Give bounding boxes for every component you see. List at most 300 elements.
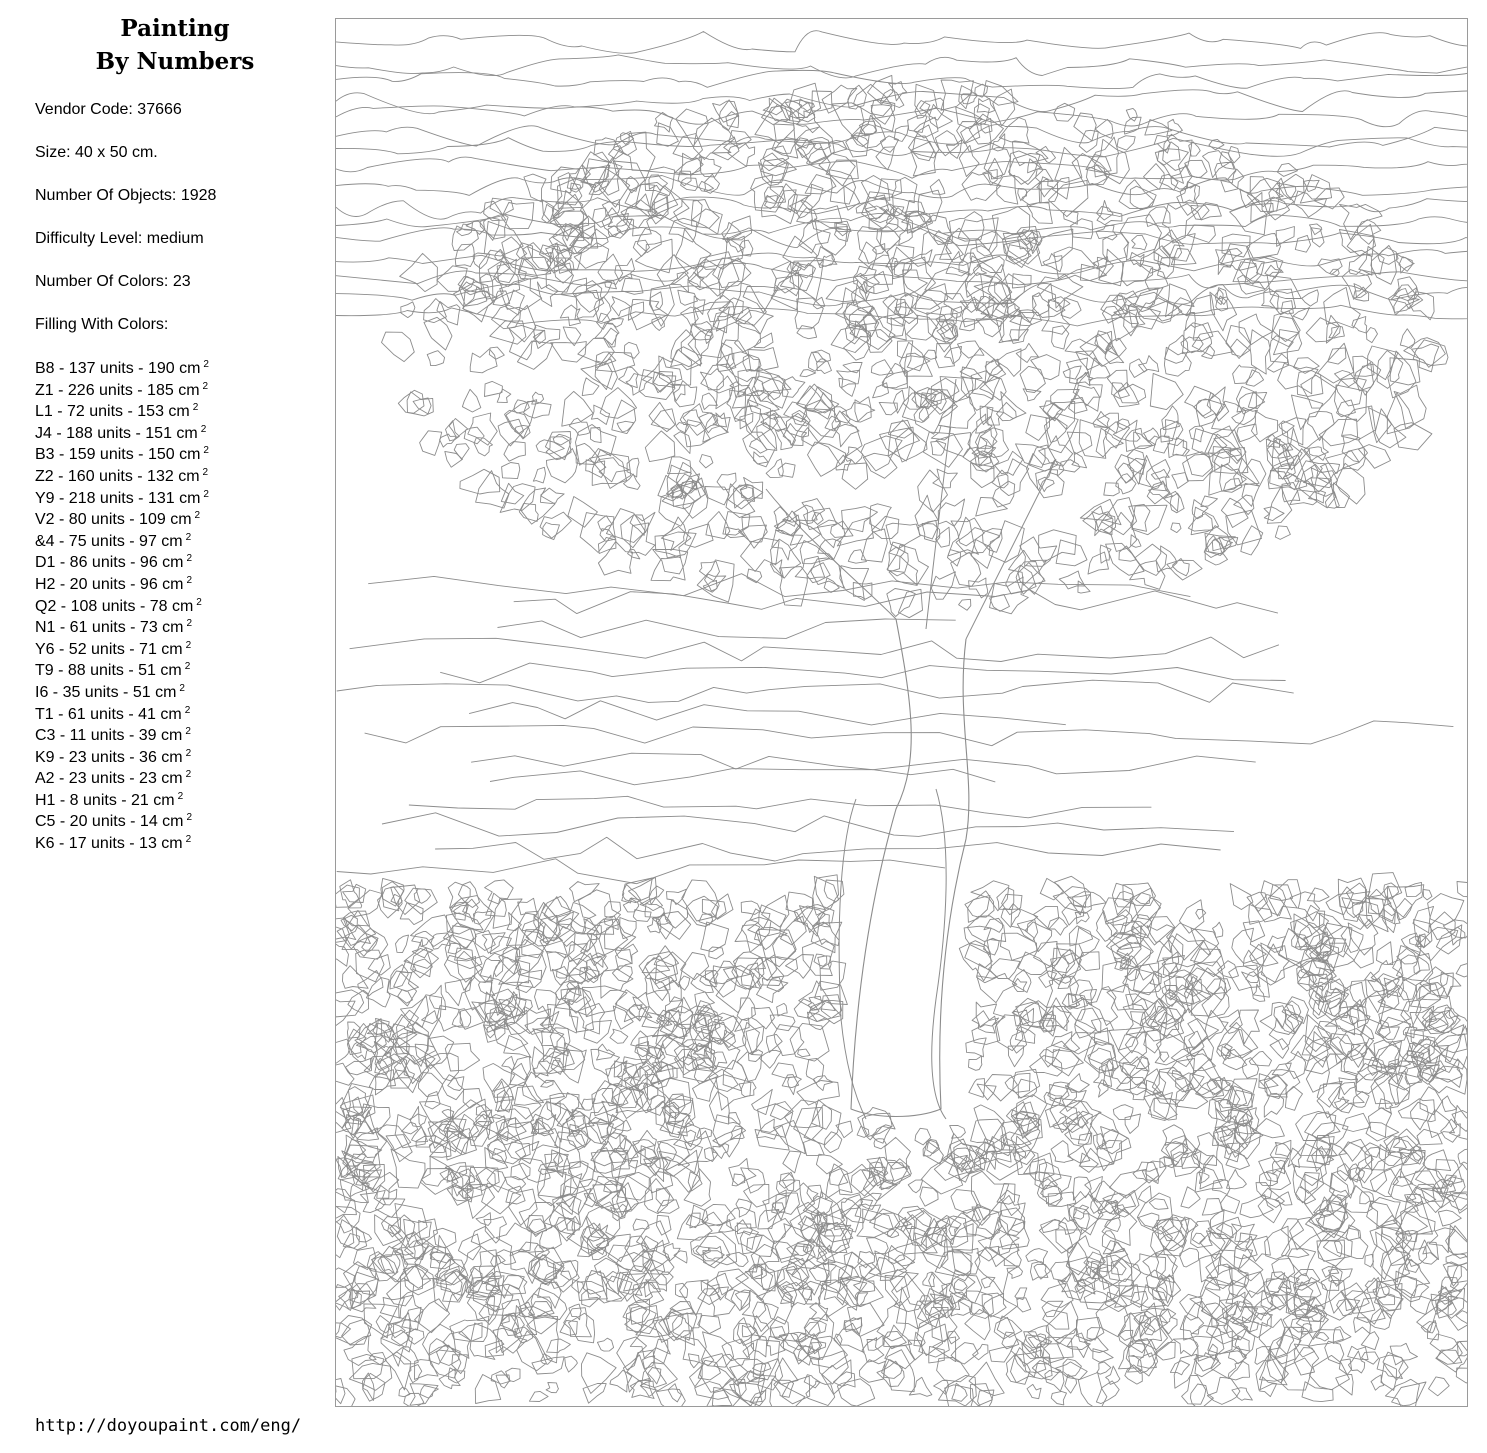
outline-region xyxy=(836,1323,864,1352)
outline-region xyxy=(628,549,640,559)
outline-region xyxy=(336,885,359,907)
outline-region xyxy=(1011,909,1038,931)
outline-region xyxy=(768,1218,792,1243)
outline-region xyxy=(337,680,1294,702)
outline-region xyxy=(1414,957,1430,974)
color-row-text: Y6 - 52 units - 71 cm xyxy=(35,640,183,658)
outline-region xyxy=(887,545,929,585)
outline-region xyxy=(761,413,787,431)
color-row xyxy=(35,380,209,402)
squared-mark: 2 xyxy=(192,402,199,414)
squared-mark: 2 xyxy=(200,423,207,435)
outline-region xyxy=(1018,189,1027,201)
outline-region xyxy=(1207,1377,1240,1404)
outline-region xyxy=(396,935,409,952)
outline-region xyxy=(1242,971,1270,997)
outline-region xyxy=(814,954,827,966)
outline-region xyxy=(907,356,925,371)
outline-region xyxy=(610,1029,628,1043)
outline-region xyxy=(580,513,615,553)
squared-mark: 2 xyxy=(202,380,209,392)
outline-region xyxy=(1075,1020,1096,1038)
outline-region xyxy=(1012,274,1031,288)
outline-region xyxy=(369,1077,390,1090)
color-row-text: Y9 - 218 units - 131 cm xyxy=(35,489,201,507)
outline-region xyxy=(1089,358,1110,380)
outline-region xyxy=(1317,1081,1342,1107)
outline-region xyxy=(795,556,824,578)
outline-region xyxy=(1017,1298,1031,1312)
outline-region xyxy=(1187,225,1215,243)
color-row-text: Z2 - 160 units - 132 cm xyxy=(35,467,200,485)
outline-region xyxy=(410,1114,427,1127)
outline-region xyxy=(728,143,755,167)
outline-region xyxy=(1243,921,1265,942)
outline-region xyxy=(786,955,814,979)
outline-region xyxy=(450,1316,489,1341)
outline-region xyxy=(1093,1349,1113,1363)
outline-region xyxy=(1170,1361,1189,1375)
outline-region xyxy=(492,305,521,329)
outline-region xyxy=(1275,1192,1292,1205)
outline-region xyxy=(1405,882,1422,896)
outline-region xyxy=(1384,883,1399,899)
outline-region xyxy=(747,1235,774,1256)
outline-region xyxy=(1119,180,1154,209)
outline-region xyxy=(784,402,807,422)
outline-region xyxy=(908,1180,923,1193)
outline-region xyxy=(1326,315,1340,343)
outline-region xyxy=(1232,1388,1253,1401)
outline-region xyxy=(1051,1141,1073,1163)
color-row xyxy=(35,444,209,466)
outline-region xyxy=(553,1194,581,1225)
outline-region xyxy=(1267,487,1292,524)
outline-region xyxy=(1181,1187,1200,1208)
title-line-1: Painting xyxy=(120,15,230,42)
outline-region xyxy=(895,1255,915,1266)
outline-region xyxy=(1139,356,1159,372)
outline-region xyxy=(1440,1277,1458,1294)
outline-region xyxy=(1442,1096,1456,1112)
outline-region xyxy=(1202,1199,1223,1216)
outline-region xyxy=(1051,1261,1071,1281)
outline-region xyxy=(727,236,745,252)
outline-region xyxy=(644,1282,660,1297)
outline-region xyxy=(612,966,632,982)
outline-region xyxy=(837,1379,874,1406)
outline-region xyxy=(891,177,917,202)
outline-region xyxy=(621,512,655,547)
outline-region xyxy=(1375,409,1406,448)
outline-region xyxy=(409,796,1152,818)
website-url[interactable]: http://doyoupaint.com/eng/ xyxy=(35,1416,302,1436)
outline-region xyxy=(747,1371,765,1383)
outline-region xyxy=(380,1298,404,1319)
outline-region xyxy=(674,432,691,454)
outline-region xyxy=(1237,424,1257,442)
outline-region xyxy=(1126,108,1137,121)
outline-region xyxy=(463,290,493,314)
outline-region xyxy=(1026,1249,1048,1264)
outline-region xyxy=(394,972,419,991)
outline-region xyxy=(959,253,980,275)
outline-region xyxy=(1288,1249,1316,1276)
outline-region xyxy=(1151,1002,1185,1039)
outline-region xyxy=(857,1126,869,1137)
outline-region xyxy=(1423,890,1432,900)
outline-region xyxy=(651,557,685,581)
outline-region xyxy=(697,1128,712,1139)
outline-region xyxy=(633,1219,649,1230)
outline-region xyxy=(1113,910,1133,926)
outline-region xyxy=(1378,1294,1395,1305)
outline-region xyxy=(783,1151,801,1173)
outline-region xyxy=(1228,1362,1250,1380)
outline-region xyxy=(1213,922,1223,937)
outline-region xyxy=(1301,375,1337,408)
outline-region xyxy=(908,1340,923,1360)
outline-region xyxy=(1456,963,1467,977)
outline-region xyxy=(959,599,971,610)
outline-region xyxy=(1113,1105,1133,1120)
outline-region xyxy=(1323,1241,1342,1257)
outline-region xyxy=(1045,1370,1064,1391)
outline-region xyxy=(1242,1058,1258,1079)
color-row xyxy=(35,488,209,510)
outline-region xyxy=(1410,1006,1434,1030)
outline-region xyxy=(850,307,895,349)
squared-mark: 2 xyxy=(186,812,193,824)
outline-region xyxy=(1292,395,1323,430)
outline-region xyxy=(504,442,526,462)
outline-region xyxy=(1022,181,1041,205)
outline-region xyxy=(999,1208,1024,1235)
outline-region xyxy=(500,484,535,513)
outline-region xyxy=(959,941,991,981)
squared-mark: 2 xyxy=(177,790,184,802)
size: Size: 40 x 50 cm. xyxy=(35,144,158,161)
outline-region xyxy=(940,237,964,260)
outline-region xyxy=(894,390,905,413)
outline-region xyxy=(633,1130,657,1158)
outline-region xyxy=(1285,1086,1302,1110)
color-row-text: &4 - 75 units - 97 cm xyxy=(35,532,183,550)
outline-region xyxy=(486,893,507,916)
color-row-text: H2 - 20 units - 96 cm xyxy=(35,575,184,593)
color-row xyxy=(35,423,209,445)
color-row xyxy=(35,768,209,790)
outline-region xyxy=(1451,1015,1467,1035)
outline-region xyxy=(812,1100,832,1130)
outline-region xyxy=(822,1360,852,1394)
color-row-text: K9 - 23 units - 36 cm xyxy=(35,748,183,766)
outline-region xyxy=(1173,1339,1198,1356)
outline-region xyxy=(533,467,545,483)
squared-mark: 2 xyxy=(185,531,192,543)
outline-region xyxy=(1200,1254,1221,1282)
outline-region xyxy=(970,1384,992,1406)
squared-mark: 2 xyxy=(179,682,185,694)
outline-region xyxy=(1054,247,1095,280)
outline-region xyxy=(455,244,474,266)
outline-region xyxy=(1054,103,1075,121)
outline-region xyxy=(547,1339,571,1353)
outline-region xyxy=(504,1036,531,1058)
squared-mark: 2 xyxy=(202,466,209,478)
outline-region xyxy=(1070,980,1093,1005)
outline-region xyxy=(1196,399,1225,427)
outline-region xyxy=(951,1190,981,1214)
outline-region xyxy=(474,438,492,456)
outline-region xyxy=(1226,325,1251,358)
outline-region xyxy=(1341,1044,1381,1084)
color-list xyxy=(35,358,209,855)
outline-region xyxy=(430,1235,453,1263)
outline-region xyxy=(1344,1142,1363,1162)
outline-region xyxy=(1218,961,1239,978)
outline-region xyxy=(1005,1073,1030,1092)
outline-region xyxy=(1271,1294,1288,1310)
outline-region xyxy=(1365,1147,1391,1171)
outline-region xyxy=(450,896,495,933)
outline-region xyxy=(1328,1082,1364,1110)
outline-region xyxy=(1429,1377,1450,1396)
outline-region xyxy=(976,1002,1005,1027)
outline-region xyxy=(926,379,956,629)
outline-region xyxy=(365,721,1454,746)
outline-region xyxy=(352,1354,384,1378)
outline-region xyxy=(337,1220,366,1250)
outline-region xyxy=(923,432,962,467)
outline-region xyxy=(959,86,972,109)
outline-region xyxy=(484,1217,507,1243)
outline-region xyxy=(532,1357,564,1374)
outline-region xyxy=(964,926,991,954)
outline-region xyxy=(752,1089,773,1114)
info-sidebar xyxy=(35,12,325,1442)
outline-region xyxy=(368,955,390,975)
outline-region xyxy=(736,1265,773,1300)
outline-region xyxy=(1196,910,1206,920)
outline-region xyxy=(1256,261,1283,276)
outline-region xyxy=(725,527,744,537)
outline-region xyxy=(1093,411,1109,427)
outline-region xyxy=(656,1389,685,1406)
color-row-text: H1 - 8 units - 21 cm xyxy=(35,791,175,809)
outline-region xyxy=(1016,343,1038,362)
outline-region xyxy=(1117,136,1135,151)
squared-mark: 2 xyxy=(203,359,209,370)
outline-region xyxy=(962,172,1001,200)
outline-region xyxy=(497,389,511,402)
outline-region xyxy=(1361,1332,1379,1350)
outline-region xyxy=(591,405,609,424)
outline-region xyxy=(470,349,497,373)
outline-region xyxy=(395,1248,413,1256)
outline-region xyxy=(1261,1188,1284,1207)
outline-region xyxy=(1201,496,1218,507)
outline-region xyxy=(961,123,992,151)
outline-region xyxy=(424,317,452,350)
color-row xyxy=(35,531,209,553)
outline-region xyxy=(1150,373,1183,409)
outline-region xyxy=(1457,882,1467,898)
outline-region xyxy=(1349,254,1372,275)
outline-region xyxy=(750,439,768,453)
outline-region xyxy=(1189,426,1203,442)
outline-region xyxy=(399,1295,424,1322)
outline-region xyxy=(924,350,937,359)
outline-region xyxy=(1073,892,1107,908)
squared-mark: 2 xyxy=(194,510,201,522)
outline-region xyxy=(716,973,754,1012)
outline-region xyxy=(382,813,1234,837)
outline-region xyxy=(562,391,593,426)
outline-region xyxy=(1394,423,1432,450)
outline-region xyxy=(995,451,1023,475)
outline-region xyxy=(407,392,433,416)
outline-region xyxy=(1106,543,1145,575)
outline-region xyxy=(1413,340,1448,366)
outline-region xyxy=(821,995,841,1019)
outline-region xyxy=(1100,545,1111,563)
squared-mark: 2 xyxy=(185,747,192,759)
outline-region xyxy=(1030,1056,1063,1077)
outline-region xyxy=(584,1020,612,1043)
outline-region xyxy=(814,1076,833,1091)
outline-region xyxy=(667,889,687,904)
outline-region xyxy=(462,389,480,412)
outline-region xyxy=(1291,1144,1326,1186)
outline-region xyxy=(398,990,413,1004)
outline-region xyxy=(1412,344,1439,372)
outline-region xyxy=(563,932,591,962)
outline-region xyxy=(1017,226,1037,245)
outline-region xyxy=(797,326,817,339)
outline-region xyxy=(460,469,500,494)
outline-region xyxy=(1290,892,1319,921)
outline-region xyxy=(798,1049,810,1057)
outline-region xyxy=(1302,290,1319,306)
outline-region xyxy=(1040,1049,1060,1067)
outline-region xyxy=(1128,450,1145,475)
color-row xyxy=(35,552,209,574)
outline-region xyxy=(1385,1379,1419,1406)
outline-region xyxy=(1348,1346,1369,1359)
outline-region xyxy=(473,911,491,924)
squared-mark: 2 xyxy=(184,661,191,673)
outline-region xyxy=(717,353,734,367)
outline-region xyxy=(1052,1032,1080,1052)
outline-region xyxy=(1149,1199,1168,1210)
outline-region xyxy=(871,100,895,124)
outline-region xyxy=(1129,1339,1145,1357)
outline-region xyxy=(617,1175,653,1217)
outline-region xyxy=(748,390,779,414)
outline-region xyxy=(1396,1231,1412,1250)
outline-region xyxy=(754,1316,770,1338)
outline-region xyxy=(914,1332,925,1346)
outline-region xyxy=(1078,1373,1107,1407)
outline-region xyxy=(786,892,813,925)
outline-region xyxy=(977,1246,999,1261)
outline-region xyxy=(1014,1010,1030,1026)
outline-region xyxy=(1277,1328,1294,1355)
coloring-canvas xyxy=(335,18,1468,1407)
outline-region xyxy=(491,1371,510,1384)
outline-region xyxy=(1411,1296,1432,1314)
outline-region xyxy=(1367,328,1378,343)
outline-region xyxy=(1129,359,1147,378)
outline-region xyxy=(1281,1219,1304,1239)
outline-region xyxy=(891,1159,912,1182)
outline-region xyxy=(712,894,734,919)
outline-region xyxy=(723,1378,747,1398)
outline-region xyxy=(535,990,557,1022)
outline-region xyxy=(868,75,893,104)
outline-region xyxy=(1079,952,1100,971)
outline-region xyxy=(612,400,636,434)
color-row xyxy=(35,617,209,639)
outline-region xyxy=(424,299,447,323)
outline-region xyxy=(727,1208,757,1232)
outline-region xyxy=(487,1171,505,1193)
outline-region xyxy=(1309,1355,1349,1389)
outline-region xyxy=(419,1220,432,1238)
outline-region xyxy=(489,347,504,359)
outline-region xyxy=(344,1336,376,1366)
outline-region xyxy=(555,1093,584,1113)
outline-region xyxy=(1309,447,1326,461)
outline-region xyxy=(442,1109,454,1117)
outline-region xyxy=(1264,1070,1300,1095)
outline-region xyxy=(1279,421,1295,433)
outline-region xyxy=(498,619,956,638)
outline-region xyxy=(435,837,1221,861)
outline-region xyxy=(551,342,587,363)
outline-region xyxy=(1221,498,1248,527)
outline-region xyxy=(818,1351,848,1384)
outline-region xyxy=(1173,438,1187,456)
outline-region xyxy=(514,590,1278,614)
outline-region xyxy=(1130,561,1165,590)
outline-region xyxy=(657,912,691,940)
outline-region xyxy=(336,1268,355,1288)
outline-region xyxy=(1438,1210,1461,1226)
outline-region xyxy=(704,1148,717,1162)
outline-region xyxy=(746,1026,764,1054)
outline-region xyxy=(1131,897,1161,928)
color-row xyxy=(35,833,209,855)
outline-region xyxy=(676,1283,688,1297)
color-row-text: Q2 - 108 units - 78 cm xyxy=(35,597,194,615)
outline-region xyxy=(909,1377,932,1396)
outline-region xyxy=(1174,1354,1197,1388)
outline-region xyxy=(1065,1375,1077,1394)
outline-region xyxy=(1347,224,1376,256)
outline-region xyxy=(1221,244,1256,270)
outline-region xyxy=(607,1276,633,1301)
outline-region xyxy=(1065,339,1098,356)
outline-region xyxy=(1394,385,1426,428)
outline-region xyxy=(1230,339,1249,356)
outline-region xyxy=(1211,1250,1235,1275)
outline-region xyxy=(1094,139,1129,184)
outline-region xyxy=(546,1383,558,1393)
outline-region xyxy=(350,637,1279,661)
outline-region xyxy=(336,227,1467,248)
